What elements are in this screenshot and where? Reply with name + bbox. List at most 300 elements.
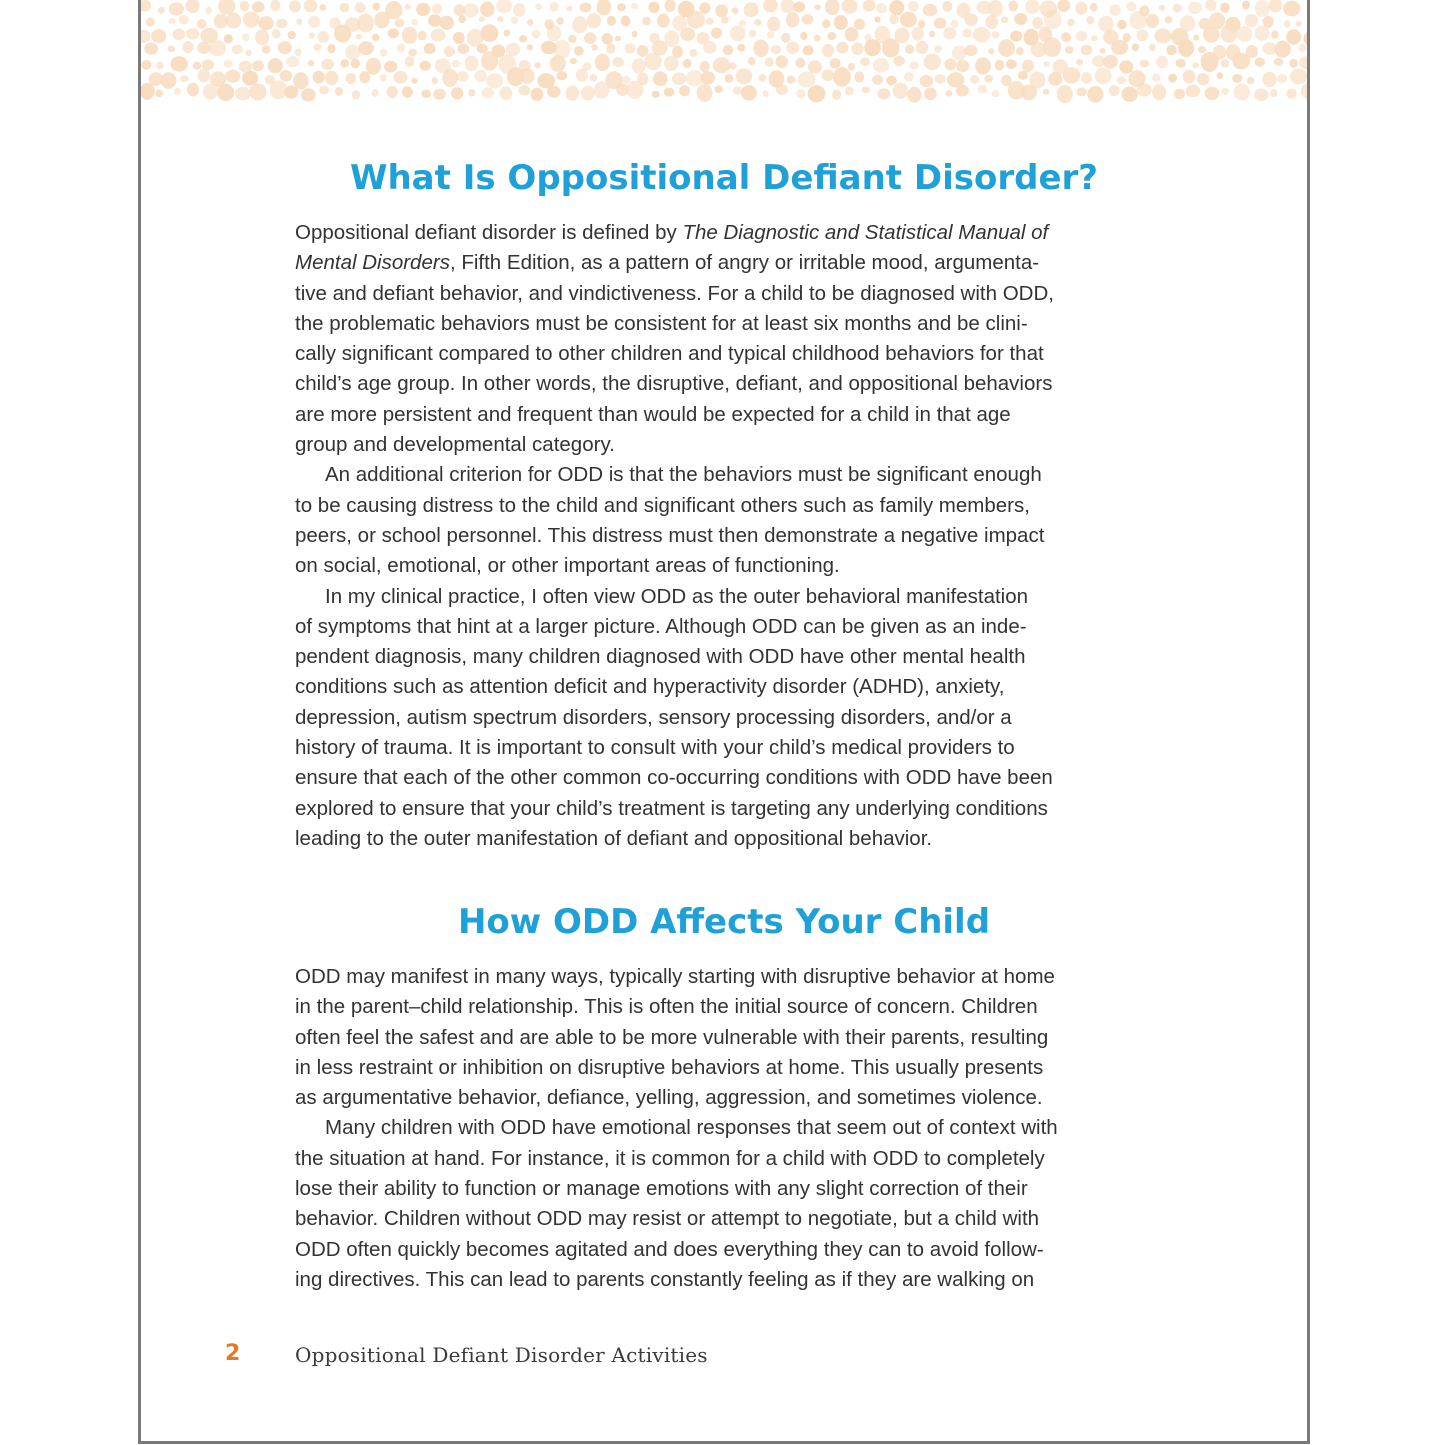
decorative-dot	[873, 58, 889, 73]
decorative-dot	[202, 59, 214, 70]
decorative-dot	[372, 89, 379, 97]
decorative-dot	[956, 60, 969, 73]
decorative-dot	[912, 27, 924, 40]
decorative-dot	[739, 20, 746, 27]
decorative-dot	[313, 71, 325, 84]
decorative-dot	[998, 39, 1015, 57]
decorative-dot	[862, 86, 870, 93]
paragraph	[295, 962, 1093, 1113]
decorative-dot	[944, 58, 956, 70]
polka-dot-banner	[141, 0, 1307, 104]
decorative-dot	[590, 74, 597, 82]
decorative-dot	[289, 0, 301, 12]
decorative-dot	[711, 27, 722, 38]
decorative-dot	[860, 58, 870, 66]
decorative-dot	[1103, 55, 1118, 69]
decorative-dot	[408, 49, 417, 56]
text-line: of symptoms that hint at a larger picture. Although ODD can be given as an inde-	[295, 614, 1027, 638]
decorative-dot	[161, 72, 177, 89]
decorative-dot	[822, 69, 834, 81]
decorative-dot	[1247, 77, 1254, 84]
decorative-dot	[1168, 74, 1177, 83]
text-line: as argumentative behavior, defiance, yelling, aggression, and sometimes violence.	[295, 1086, 1043, 1110]
decorative-dot	[665, 0, 676, 12]
decorative-dot	[372, 3, 380, 11]
decorative-dot	[836, 42, 848, 54]
decorative-dot	[617, 3, 626, 11]
decorative-dot	[1217, 72, 1223, 79]
decorative-dot	[929, 31, 935, 38]
decorative-dot	[268, 58, 283, 73]
text-line: leading to the outer manifestation of defiant and oppositional behavior.	[295, 826, 933, 850]
decorative-dot	[550, 55, 566, 72]
decorative-dot	[597, 0, 612, 15]
decorative-dot	[394, 18, 404, 27]
text-line: cally significant compared to other children and typical childhood behaviors for that	[295, 342, 1044, 366]
decorative-dot	[581, 86, 595, 101]
decorative-dot	[356, 34, 362, 40]
decorative-dot	[308, 60, 314, 66]
decorative-dot	[1197, 73, 1210, 85]
decorative-dot	[672, 72, 687, 85]
decorative-dot	[1245, 14, 1258, 27]
decorative-dot	[351, 59, 360, 69]
decorative-dot	[568, 35, 576, 43]
text-segment: , Fifth Edition, as a pattern of angry or irritable mood, argumenta-	[449, 251, 1040, 275]
decorative-dot	[1233, 84, 1250, 101]
decorative-dot	[1043, 89, 1049, 95]
decorative-dot	[519, 35, 527, 43]
decorative-dot	[612, 57, 624, 67]
decorative-dot	[144, 43, 158, 55]
decorative-dot	[457, 71, 469, 81]
decorative-dot	[1274, 58, 1283, 66]
decorative-dot	[1286, 89, 1296, 99]
decorative-dot	[186, 0, 200, 13]
decorative-dot	[842, 0, 858, 14]
decorative-dot	[626, 81, 643, 99]
decorative-dot	[1076, 31, 1088, 41]
decorative-dot	[645, 52, 662, 70]
decorative-dot	[1166, 45, 1176, 56]
decorative-dot	[296, 19, 302, 25]
decorative-dot	[1237, 26, 1252, 42]
decorative-dot	[730, 26, 746, 41]
decorative-dot	[1001, 16, 1008, 23]
decorative-dot	[1063, 67, 1081, 84]
decorative-dot	[1254, 57, 1265, 66]
decorative-dot	[863, 0, 876, 11]
decorative-dot	[1152, 84, 1166, 100]
decorative-dot	[1067, 19, 1074, 27]
decorative-dot	[763, 0, 778, 12]
decorative-dot	[827, 32, 836, 40]
decorative-dot	[352, 90, 360, 99]
decorative-dot	[907, 87, 921, 103]
decorative-dot	[232, 45, 243, 55]
decorative-dot	[397, 44, 405, 53]
decorative-dot	[1149, 44, 1156, 51]
decorative-dot	[584, 32, 596, 44]
decorative-dot	[535, 3, 542, 10]
decorative-dot	[444, 46, 455, 57]
decorative-dot	[1044, 10, 1062, 29]
decorative-dot	[642, 17, 651, 26]
decorative-dot	[864, 39, 881, 56]
decorative-dot	[894, 28, 909, 43]
decorative-dot	[893, 83, 909, 99]
decorative-dot	[728, 62, 736, 69]
decorative-dot	[280, 70, 292, 82]
decorative-dot	[169, 18, 176, 24]
decorative-dot	[451, 87, 463, 99]
decorative-dot	[872, 75, 883, 85]
decorative-dot	[151, 29, 166, 43]
decorative-dot	[276, 19, 287, 29]
decorative-dot	[687, 11, 705, 29]
decorative-dot	[854, 71, 864, 82]
text-line: tive and defiant behavior, and vindictiveness. For a child to be diagnosed with ODD,	[295, 281, 1054, 305]
decorative-dot	[252, 60, 264, 71]
decorative-dot	[653, 71, 668, 86]
text-line: ODD often quickly becomes agitated and does everything they can to avoid follow-	[295, 1237, 1044, 1261]
decorative-dot	[453, 32, 465, 44]
decorative-dot	[155, 89, 163, 97]
decorative-dot	[988, 48, 995, 54]
decorative-dot	[748, 57, 756, 65]
decorative-dot	[1255, 26, 1270, 41]
decorative-dot	[1137, 29, 1149, 41]
decorative-dot	[1081, 72, 1092, 84]
paragraph	[295, 218, 1093, 460]
decorative-dot	[923, 4, 938, 17]
decorative-dot	[715, 85, 723, 93]
decorative-dot	[1159, 5, 1166, 11]
decorative-dot	[240, 1, 249, 12]
decorative-dot	[706, 18, 714, 25]
decorative-dot	[765, 57, 774, 67]
decorative-dot	[964, 45, 977, 56]
decorative-dot	[725, 74, 734, 83]
decorative-dot	[319, 85, 329, 94]
decorative-dot	[943, 27, 956, 39]
decorative-dot	[736, 68, 753, 84]
decorative-dot	[547, 86, 561, 98]
decorative-dot	[141, 0, 151, 12]
decorative-dot	[243, 11, 259, 27]
decorative-dot	[547, 25, 561, 41]
decorative-dot	[193, 62, 202, 70]
decorative-dot	[295, 49, 302, 57]
text-segment: Mental Disorders	[295, 251, 450, 275]
decorative-dot	[1018, 71, 1028, 80]
decorative-dot	[1087, 86, 1103, 103]
decorative-dot	[372, 34, 379, 41]
decorative-dot	[1020, 85, 1037, 101]
decorative-dot	[1032, 17, 1043, 29]
decorative-dot	[309, 32, 315, 38]
decorative-dot	[1130, 11, 1147, 29]
decorative-dot	[463, 3, 479, 17]
decorative-dot	[158, 7, 165, 14]
decorative-dot	[474, 70, 486, 82]
decorative-dot	[631, 3, 638, 9]
decorative-dot	[1173, 4, 1182, 13]
text-line: history of trauma. It is important to consult with your child’s medical providers to	[295, 736, 1015, 760]
decorative-dot	[978, 85, 988, 94]
decorative-dot	[424, 43, 436, 54]
decorative-dot	[293, 72, 308, 89]
decorative-dot	[1284, 20, 1290, 27]
text-line: group and developmental category.	[295, 433, 615, 457]
decorative-dot	[452, 60, 460, 67]
decorative-dot	[432, 77, 438, 84]
decorative-dot	[845, 27, 859, 42]
decorative-dot	[481, 51, 498, 70]
decorative-dot	[910, 61, 919, 69]
decorative-dot	[169, 2, 184, 15]
text-line: the situation at hand. For instance, it is common for a child with ODD to completely	[295, 1146, 1045, 1170]
decorative-dot	[916, 41, 929, 54]
decorative-dot	[754, 19, 761, 26]
decorative-dot	[270, 80, 288, 99]
decorative-dot	[1254, 89, 1268, 102]
paragraph	[295, 1113, 1093, 1295]
decorative-dot	[358, 41, 374, 55]
decorative-dot	[428, 14, 441, 26]
decorative-dot	[393, 71, 407, 84]
decorative-dot	[1303, 32, 1307, 46]
decorative-dot	[245, 50, 251, 56]
decorative-dot	[1192, 62, 1198, 68]
decorative-dot	[286, 56, 299, 67]
decorative-dot	[796, 89, 805, 98]
decorative-dot	[366, 58, 381, 75]
decorative-dot	[179, 15, 189, 24]
decorative-dot	[534, 62, 541, 68]
decorative-dot	[1008, 1, 1018, 12]
decorative-dot	[1146, 14, 1159, 28]
decorative-dot	[308, 16, 320, 28]
decorative-dot	[380, 49, 387, 57]
decorative-dot	[1100, 48, 1106, 54]
text-line: child’s age group. In other words, the disruptive, defiant, and oppositional behaviors	[295, 372, 1053, 396]
decorative-dot	[594, 81, 610, 98]
decorative-dot	[486, 73, 503, 88]
decorative-dot	[183, 41, 194, 53]
decorative-dot	[405, 56, 414, 67]
decorative-dot	[235, 87, 250, 100]
decorative-dot	[532, 30, 541, 39]
text-segment: Oppositional defiant disorder is defined by	[295, 221, 683, 244]
decorative-dot	[713, 57, 731, 73]
decorative-dot	[787, 76, 795, 84]
decorative-dot	[341, 59, 350, 67]
decorative-dot	[753, 39, 768, 57]
decorative-dot	[854, 19, 865, 30]
decorative-dot	[1286, 29, 1301, 44]
section-heading-what-is-odd: What Is Oppositional Defiant Disorder?	[349, 158, 1099, 198]
decorative-dot	[477, 44, 488, 54]
decorative-dot	[814, 35, 820, 42]
decorative-dot	[934, 45, 942, 52]
decorative-dot	[632, 58, 646, 73]
decorative-dot	[180, 75, 188, 82]
decorative-dot	[519, 85, 531, 95]
decorative-dot	[1081, 45, 1092, 56]
decorative-dot	[1014, 13, 1027, 25]
decorative-dot	[1091, 35, 1098, 41]
decorative-dot	[1301, 83, 1307, 99]
decorative-dot	[1205, 87, 1220, 100]
decorative-dot	[621, 16, 631, 27]
text-line: depression, autism spectrum disorders, sensory processing disorders, and/or a	[295, 705, 1012, 729]
decorative-dot	[1140, 60, 1149, 68]
decorative-dot	[995, 60, 1005, 71]
decorative-dot	[141, 30, 150, 43]
decorative-dot	[683, 59, 692, 68]
text-line: behavior. Children without ODD may resist or attempt to negotiate, but a child with	[295, 1207, 1040, 1231]
decorative-dot	[388, 29, 399, 39]
decorative-dot	[249, 84, 266, 101]
decorative-dot	[1290, 69, 1307, 85]
decorative-dot	[732, 7, 739, 14]
decorative-dot	[1188, 2, 1202, 14]
decorative-dot	[975, 57, 991, 74]
decorative-dot	[800, 32, 807, 40]
decorative-dot	[411, 19, 418, 26]
decorative-dot	[1043, 37, 1061, 57]
decorative-dot	[458, 15, 466, 23]
decorative-dot	[763, 90, 769, 97]
decorative-dot	[776, 55, 789, 68]
text-line: An additional criterion for ODD is that the behaviors must be significant enough	[325, 463, 1042, 487]
decorative-dot	[934, 18, 946, 29]
decorative-dot	[1111, 40, 1128, 55]
decorative-dot	[1165, 16, 1173, 23]
decorative-dot	[1178, 39, 1194, 57]
decorative-dot	[808, 60, 822, 73]
decorative-dot	[1232, 53, 1250, 70]
decorative-dot	[511, 17, 518, 24]
decorative-dot	[1016, 47, 1024, 55]
decorative-dot	[992, 90, 999, 97]
decorative-dot	[203, 84, 218, 100]
decorative-dot	[1283, 1, 1300, 17]
decorative-dot	[1221, 24, 1238, 43]
decorative-dot	[1183, 70, 1196, 84]
decorative-dot	[591, 44, 598, 51]
decorative-dot	[1198, 46, 1206, 53]
decorative-dot	[580, 3, 592, 13]
decorative-dot	[733, 86, 742, 94]
decorative-dot	[1175, 59, 1185, 68]
decorative-dot	[595, 54, 610, 71]
decorative-dot	[317, 31, 329, 43]
decorative-dot	[991, 31, 999, 38]
decorative-dot	[876, 3, 887, 13]
decorative-dot	[648, 2, 659, 13]
text-segment: The Diagnostic and Statistical Manual of	[682, 221, 1049, 244]
decorative-dot	[374, 12, 389, 29]
decorative-dot	[205, 7, 212, 15]
decorative-dot	[357, 14, 374, 33]
decorative-dot	[988, 0, 1003, 17]
decorative-dot	[625, 43, 636, 53]
section-body-what-is-odd	[295, 218, 1093, 854]
decorative-dot	[1076, 59, 1083, 65]
decorative-dot	[141, 60, 151, 70]
decorative-dot	[894, 56, 905, 66]
decorative-dot	[1296, 21, 1302, 26]
decorative-dot	[465, 56, 479, 72]
decorative-dot	[421, 90, 431, 99]
decorative-dot	[657, 14, 670, 28]
decorative-dot	[173, 29, 186, 41]
decorative-dot	[1185, 85, 1200, 98]
text-line: on social, emotional, or other important areas of functioning.	[295, 554, 840, 578]
decorative-dot	[1299, 56, 1307, 69]
decorative-dot	[387, 86, 398, 98]
decorative-dot	[405, 4, 411, 10]
decorative-dot	[802, 14, 814, 24]
paragraph	[295, 582, 1093, 855]
text-line: explored to ensure that your child’s treatment is targeting any underlying conditions	[295, 796, 1048, 820]
decorative-dot	[572, 16, 587, 33]
decorative-dot	[321, 59, 334, 70]
text-line: In my clinical practice, I often view ODD as the outer behavioral manifestation	[325, 584, 1029, 608]
decorative-dot	[664, 56, 679, 71]
decorative-dot	[935, 74, 946, 84]
decorative-dot	[224, 34, 233, 43]
decorative-dot	[875, 16, 881, 22]
decorative-dot	[1137, 83, 1152, 96]
decorative-dot	[325, 71, 338, 86]
decorative-dot	[1109, 5, 1120, 16]
decorative-dot	[214, 14, 228, 29]
decorative-dot	[255, 29, 269, 45]
decorative-dot	[942, 1, 952, 12]
decorative-dot	[1221, 59, 1229, 68]
decorative-dot	[288, 31, 296, 39]
decorative-dot	[1022, 59, 1034, 72]
book-page	[138, 0, 1310, 1444]
decorative-dot	[197, 19, 207, 29]
decorative-dot	[832, 90, 841, 100]
decorative-dot	[951, 20, 959, 28]
decorative-dot	[1119, 60, 1133, 73]
decorative-dot	[759, 74, 767, 81]
decorative-dot	[1262, 72, 1277, 88]
text-line	[295, 248, 1093, 278]
decorative-dot	[962, 29, 971, 38]
decorative-dot	[1289, 59, 1298, 68]
decorative-dot	[924, 54, 941, 70]
decorative-dot	[699, 2, 710, 14]
section-heading-how-odd-affects: How ODD Affects Your Child	[457, 902, 991, 942]
decorative-dot	[442, 69, 458, 87]
decorative-dot	[497, 16, 503, 22]
decorative-dot	[550, 2, 559, 12]
decorative-dot	[1076, 88, 1086, 97]
decorative-dot	[252, 1, 265, 12]
decorative-dot	[402, 27, 418, 44]
decorative-dot	[345, 45, 360, 61]
decorative-dot	[335, 87, 343, 96]
decorative-dot	[900, 12, 917, 28]
decorative-dot	[418, 31, 427, 41]
decorative-dot	[481, 24, 499, 42]
